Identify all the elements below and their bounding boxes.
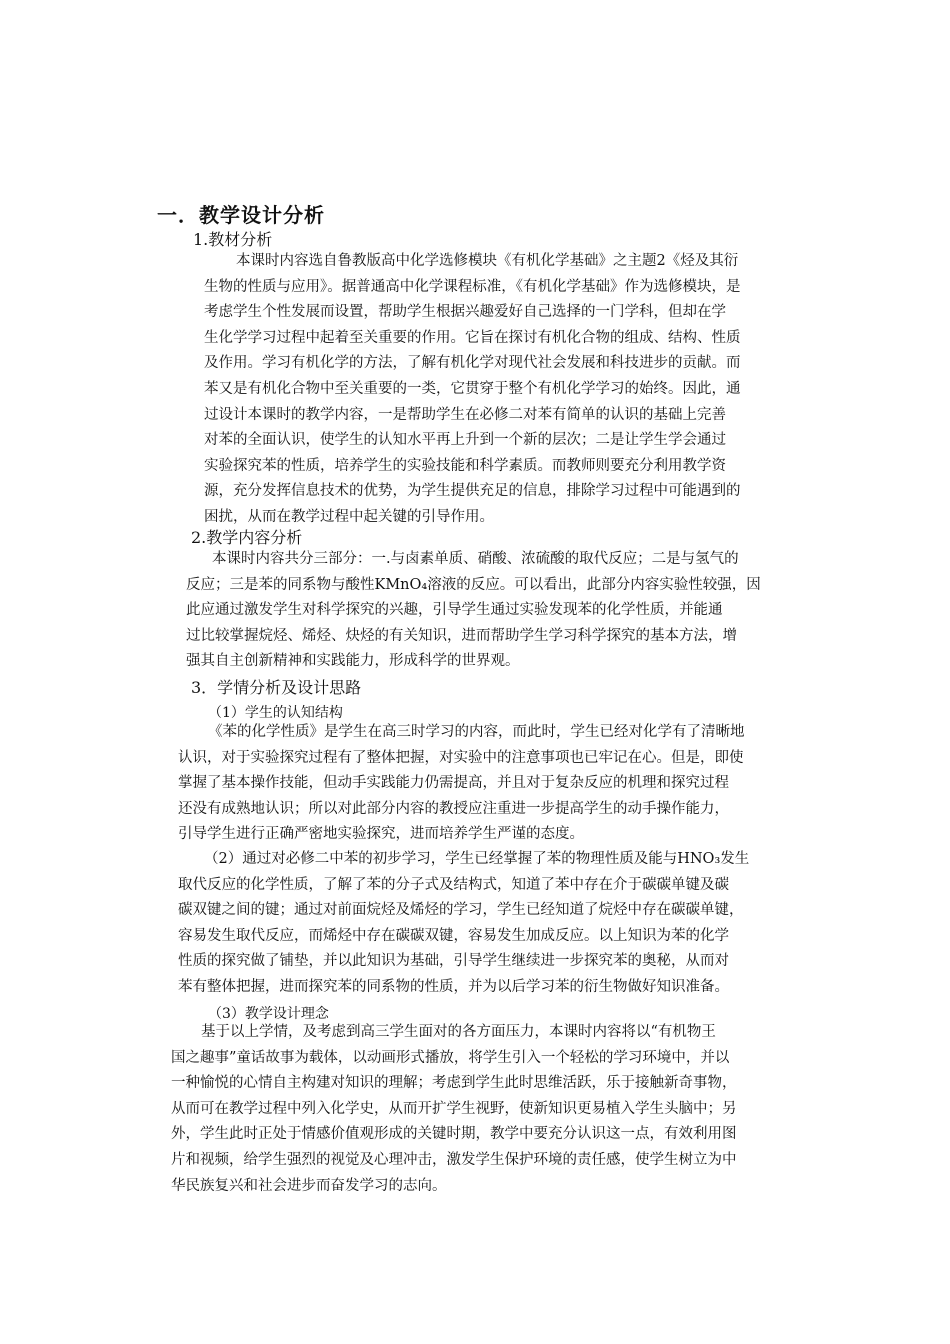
cognitive-structure-paragraph <box>178 720 745 848</box>
section-heading-content-analysis: 2.教学内容分析 <box>191 528 303 547</box>
text-line: 生物的性质与应用》。据普通高中化学课程标准，《有机化学基础》作为选修模块，是 <box>204 278 741 295</box>
text-line: 基于以上学情，及考虑到高三学生面对的各方面压力，本课时内容将以“有机物王 <box>201 1024 716 1040</box>
text-line: 过比较掌握烷烃、烯烃、炔烃的有关知识，进而帮助学生学习科学探究的基本方法，增 <box>186 627 737 644</box>
text-line: 困扰，从而在教学过程中起关键的引导作用。 <box>204 508 494 525</box>
content-analysis-paragraph <box>186 547 761 675</box>
text-line: 考虑学生个性发展而设置，帮助学生根据兴趣爱好自己选择的一门学科，但却在学 <box>204 304 726 321</box>
subsection-heading-design-concept: （3）教学设计理念 <box>208 1006 329 1022</box>
textbook-analysis-paragraph <box>204 249 741 531</box>
text-line: 一种愉悦的心情自主构建对知识的理解；考虑到学生此时思维活跃，乐于接触新奇事物， <box>171 1075 737 1092</box>
text-line: （2）通过对必修二中苯的初步学习，学生已经掌握了苯的物理性质及能与HNO₃发生 <box>204 851 750 867</box>
design-concept-paragraph <box>171 1020 737 1199</box>
section-heading-textbook-analysis: 1.教材分析 <box>193 230 273 249</box>
page-title: 一．教学设计分析 <box>157 203 325 227</box>
text-line: 本课时内容共分三部分：一.与卤素单质、硝酸、浓硫酸的取代反应；二是与氢气的 <box>212 551 739 567</box>
subsection-heading-cognitive-structure: （1）学生的认知结构 <box>208 705 343 721</box>
text-line: 容易发生取代反应，而烯烃中存在碳碳双键，容易发生加成反应。以上知识为苯的化学 <box>178 927 729 944</box>
text-line: 生化学学习过程中起着至关重要的作用。它旨在探讨有机化合物的组成、结构、性质 <box>204 329 741 346</box>
text-line: 碳双键之间的键；通过对前面烷烃及烯烃的学习，学生已经知道了烷烃中存在碳碳单键， <box>178 902 744 919</box>
text-line: 苯又是有机化合物中至关重要的一类，它贯穿于整个有机化学学习的始终。因此，通 <box>204 380 741 397</box>
text-line: 过设计本课时的教学内容，一是帮助学生在必修二对苯有简单的认识的基础上完善 <box>204 406 726 423</box>
text-line: 认识，对于实验探究过程有了整体把握，对实验中的注意事项也已牢记在心。但是，即使 <box>178 749 744 766</box>
text-line: 《苯的化学性质》是学生在高三时学习的内容，而此时，学生已经对化学有了清晰地 <box>208 724 745 740</box>
text-line: 苯有整体把握，进而探究苯的同系物的性质，并为以后学习苯的衍生物做好知识准备。 <box>178 978 729 995</box>
text-line: 对苯的全面认识，使学生的认知水平再上升到一个新的层次；二是让学生学会通过 <box>204 432 726 449</box>
text-line: 取代反应的化学性质，了解了苯的分子式及结构式，知道了苯中存在介于碳碳单键及碳 <box>178 876 729 893</box>
text-line: 强其自主创新精神和实践能力，形成科学的世界观。 <box>186 653 520 670</box>
section-heading-learner-analysis: 3．学情分析及设计思路 <box>191 678 362 697</box>
text-line: 源，充分发挥信息技术的优势，为学生提供充足的信息，排除学习过程中可能遇到的 <box>204 483 741 500</box>
text-line: 此应通过激发学生对科学探究的兴趣，引导学生通过实验发现苯的化学性质，并能通 <box>186 602 723 619</box>
text-line: 实验探究苯的性质，培养学生的实验技能和科学素质。而教师则要充分利用教学资 <box>204 457 726 474</box>
prior-knowledge-paragraph <box>178 847 749 1001</box>
text-line: 华民族复兴和社会进步而奋发学习的志向。 <box>171 1177 447 1194</box>
text-line: 掌握了基本操作技能，但动手实践能力仍需提高，并且对于复杂反应的机理和探究过程 <box>178 775 729 792</box>
text-line: 引导学生进行正确严密地实验探究，进而培养学生严谨的态度。 <box>178 826 584 843</box>
text-line: 片和视频，给学生强烈的视觉及心理冲击，激发学生保护环境的责任感，使学生树立为中 <box>171 1151 737 1168</box>
text-line: 性质的探究做了铺垫，并以此知识为基础，引导学生继续进一步探究苯的奥秘，从而对 <box>178 953 729 970</box>
text-line: 外，学生此时正处于情感价值观形成的关键时期，教学中要充分认识这一点，有效利用图 <box>171 1126 737 1143</box>
text-line: 反应；三是苯的同系物与酸性KMnO₄溶液的反应。可以看出，此部分内容实验性较强，因 <box>186 576 761 593</box>
text-line: 国之趣事”童话故事为载体，以动画形式播放，将学生引入一个轻松的学习环境中，并以 <box>171 1049 730 1066</box>
text-line: 从而可在教学过程中列入化学史，从而开扩学生视野，使新知识更易植入学生头脑中；另 <box>171 1100 737 1117</box>
text-line: 本课时内容选自鲁教版高中化学选修模块《有机化学基础》之主题2《烃及其衍 <box>236 253 739 269</box>
text-line: 及作用。学习有机化学的方法，了解有机化学对现代社会发展和科技进步的贡献。而 <box>204 355 741 372</box>
text-line: 还没有成熟地认识；所以对此部分内容的教授应注重进一步提高学生的动手操作能力， <box>178 800 729 817</box>
